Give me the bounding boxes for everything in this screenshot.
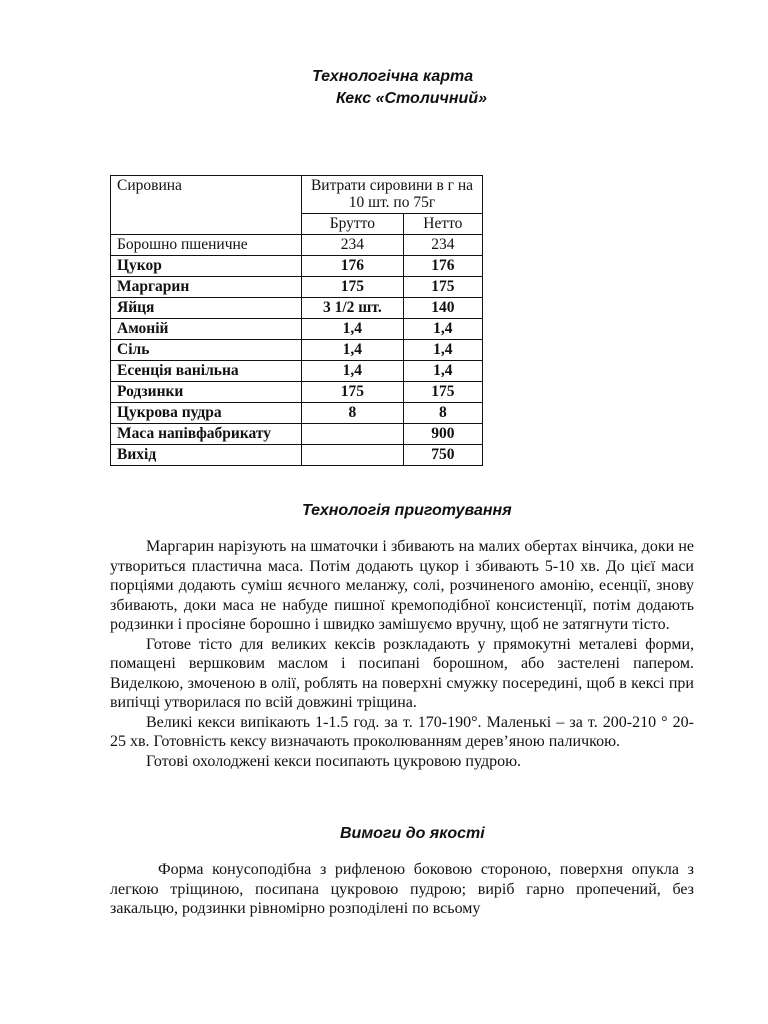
ingredient-name-cell: Яйця [111, 298, 302, 319]
net-value-cell: 8 [403, 403, 482, 424]
technology-paragraph: Готові охолоджені кекси посипають цукровою пудрою. [146, 752, 522, 770]
table-row [111, 235, 483, 256]
net-value-cell: 900 [403, 424, 482, 445]
technology-paragraph: Великі кекси випікають 1-1.5 год. за т. 170-190°. Маленькі – за т. 200-210 ° 20-25 хв. Готовність кексу визначають проколюванням дерев’яною паличкою. [110, 713, 694, 750]
gross-value-cell: 3 1/2 шт. [302, 298, 404, 319]
ingredient-name-cell: Родзинки [111, 382, 302, 403]
table-row [111, 361, 483, 382]
net-value-cell: 1,4 [403, 319, 482, 340]
document-subtitle: Кекс «Столичний» [336, 90, 487, 107]
quality-text [110, 860, 694, 919]
gross-value-cell: 175 [302, 382, 404, 403]
gross-value-cell: 8 [302, 403, 404, 424]
net-value-cell: 140 [403, 298, 482, 319]
net-value-cell: 175 [403, 277, 482, 298]
technology-text [110, 537, 694, 771]
gross-value-cell: 234 [302, 235, 404, 256]
technology-paragraph: Маргарин нарізують на шматочки і збивають на малих обертах вінчика, доки не утвориться пластична маса. Потім додають цукор і збивають 5-10 хв. До цієї маси порціями додають суміш яєчного меланжу, солі, розчиненого амонію, есенції, знову збивають, доки маса не набуде пишної кремоподібної консистенції, потім додають родзинки і просіяне борошно і швидко замішуємо вручну, щоб не затягнути тісто. [110, 538, 694, 633]
header-usage: Витрати сировини в г на 10 шт. по 75г [302, 176, 483, 214]
ingredient-name-cell: Борошно пшеничне [111, 235, 302, 256]
gross-value-cell [302, 445, 404, 466]
ingredient-name-cell: Маргарин [111, 277, 302, 298]
table-row [111, 340, 483, 361]
technology-heading: Технологія приготування [302, 502, 512, 519]
ingredient-name-cell: Маса напівфабрикату [111, 424, 302, 445]
quality-heading: Вимоги до якості [340, 825, 485, 842]
quality-paragraph: Форма конусоподібна з рифленою боковою стороною, поверхня опукла з легкою тріщиною, посипана цукровою пудрою; виріб гарно пропечений, без закальцю, родзинки рівномірно розподілені по всьому [110, 861, 694, 917]
table-row [111, 403, 483, 424]
ingredient-name-cell: Цукор [111, 256, 302, 277]
ingredient-name-cell: Есенція ванільна [111, 361, 302, 382]
header-ingredient: Сировина [111, 176, 302, 235]
net-value-cell: 750 [403, 445, 482, 466]
ingredient-name-cell: Амоній [111, 319, 302, 340]
header-net: Нетто [403, 214, 482, 235]
gross-value-cell: 1,4 [302, 319, 404, 340]
net-value-cell: 175 [403, 382, 482, 403]
gross-value-cell: 1,4 [302, 361, 404, 382]
document-title: Технологічна карта [312, 68, 474, 85]
gross-value-cell: 1,4 [302, 340, 404, 361]
gross-value-cell: 176 [302, 256, 404, 277]
table-row [111, 319, 483, 340]
table-row [111, 445, 483, 466]
gross-value-cell: 175 [302, 277, 404, 298]
table-row [111, 382, 483, 403]
table-row [111, 256, 483, 277]
net-value-cell: 1,4 [403, 340, 482, 361]
net-value-cell: 234 [403, 235, 482, 256]
ingredients-table [110, 175, 483, 466]
ingredient-name-cell: Сіль [111, 340, 302, 361]
ingredient-name-cell: Вихід [111, 445, 302, 466]
table-header-row [111, 176, 483, 214]
net-value-cell: 176 [403, 256, 482, 277]
table-row [111, 298, 483, 319]
header-gross: Брутто [302, 214, 404, 235]
gross-value-cell [302, 424, 404, 445]
table-row [111, 424, 483, 445]
table-row [111, 277, 483, 298]
net-value-cell: 1,4 [403, 361, 482, 382]
technology-paragraph: Готове тісто для великих кексів розкладають у прямокутні металеві форми, помащені вершковим маслом і посипані борошном, або застелені папером. Виделкою, змоченою в олії, роблять на поверхні смужку посередині, щоб в кексі при випічці утворилася по всій довжині тріщина. [110, 635, 694, 711]
ingredient-name-cell: Цукрова пудра [111, 403, 302, 424]
